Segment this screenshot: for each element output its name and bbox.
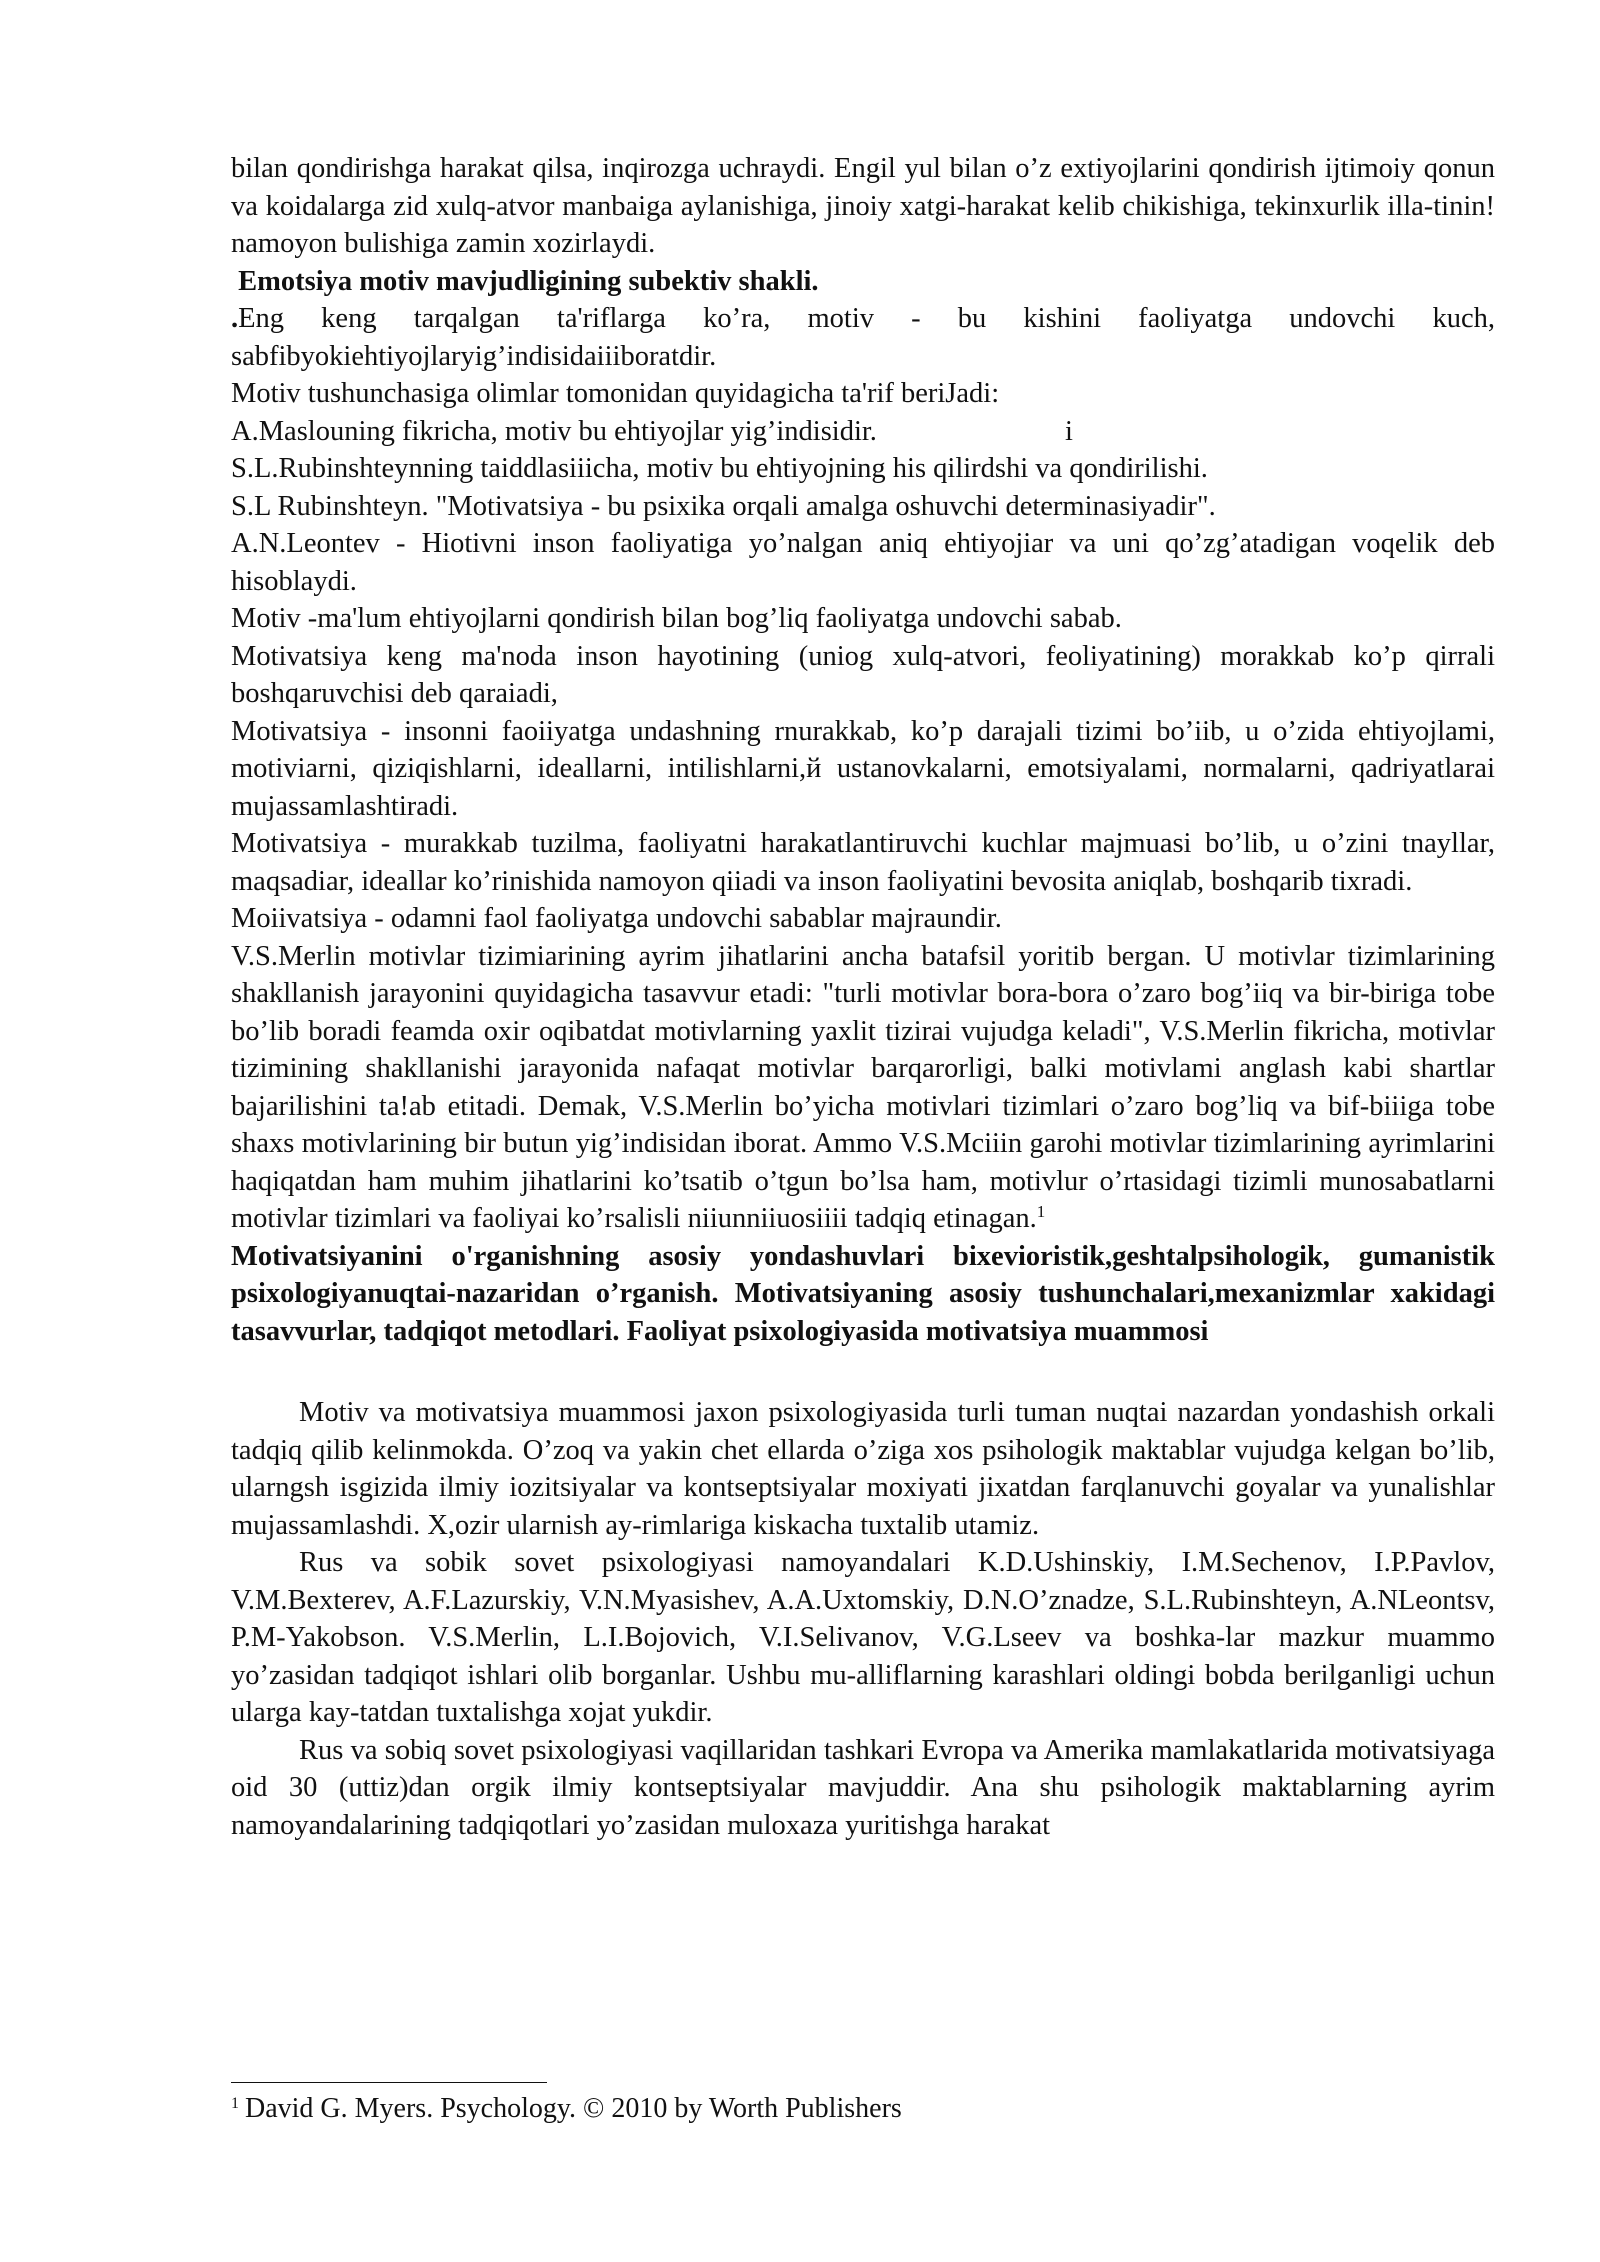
footnote-text: David G. Myers. Psychology. © 2010 by Worth Publishers — [245, 2093, 902, 2124]
paragraph: Motivatsiya - insonni faoiiyatga undashning rnurakkab, ko’p darajali tizimi bo’iib, u o’zida ehtiyojlami, motiviarni, qiziqishlarni, ideallarni, intilishlarni,й ustanovkalarni, emotsiyalami, normalarni, qadriyatlarai mujassamlashtiradi. — [231, 715, 1495, 822]
paragraph: Motivatsiya keng ma'noda inson hayotining (uniog xulq-atvori, feoliyatining) morakkab ko’p qirrali boshqaruvchisi deb qaraiadi, — [231, 640, 1495, 709]
section-heading: Emotsiya motiv mavjudligining subektiv shakli. — [231, 265, 819, 297]
paragraph: Motivatsiya - murakkab tuzilma, faoliyatni harakatlantiruvchi kuchlar majmuasi bo’lib, u o’zini tnayllar, maqsadiar, ideallar ko’rinishida namoyon qiiadi va inson faoliyatini bevosita aniqlab, boshqarib tixradi. — [231, 828, 1495, 897]
footnote-separator — [231, 2082, 547, 2083]
paragraph: bilan qondirishga harakat qilsa, inqirozga uchraydi. Engil yul bilan o’z extiyojlarini qondirish ijtimoiy qonun va koidalarga zid xulq-atvor manbaiga aylanishiga, jinoiy xatgi-harakat kelib chikishiga, tekinxurlik illa-tinin! namoyon bulishiga zamin xozirlaydi. — [231, 153, 1495, 259]
paragraph: Rus va sobiq sovet psixologiyasi vaqillaridan tashkari Evropa va Amerika mamlakatlarida motivatsiyaga oid 30 (uttiz)dan orgik ilmiy kontseptsiyalar mavjuddir. Ana shu psihologik maktablarning ayrim namoyandalarining tadqiqotlari yo’zasidan muloxaza yuritishga harakat — [231, 1734, 1495, 1841]
paragraph: Motiv -ma'lum ehtiyojlarni qondirish bilan bog’liq faoliyatga undovchi sabab. — [231, 603, 1122, 634]
paragraph: S.L.Rubinshteynning taiddlasiiicha, motiv bu ehtiyojning his qilirdshi va qondirilishi. — [231, 453, 1208, 484]
paragraph: Motiv va motivatsiya muammosi jaxon psixologiyasida turli tuman nuqtai nazardan yondashish orkali tadqiq qilib kelinmokda. O’zoq va yakin chet ellarda o’ziga xos psihologik maktablar vujudga kelgan bo’lib, ularngsh isgizida ilmiy iozitsiyalar va kontseptsiyalar moxiyati jixatdan farqlanuvchi goyalar va yunalishlar mujassamlashdi. X,ozir ularnish ay-rimlariga kiskacha tuxtalib utamiz. — [231, 1397, 1495, 1541]
paragraph-text: Eng keng tarqalgan ta'riflarga ko’ra, motiv - bu kishini faoliyatga undovchi kuch, sabfibyokiehtiyojlaryig’indisidaiiiboratdir. — [231, 303, 1495, 372]
paragraph-text: A.Maslouning fikricha, motiv bu ehtiyojlar yig’indisidir. — [231, 415, 877, 447]
footnote-reference[interactable]: 1 — [1036, 1202, 1046, 1221]
paragraph: Motiv tushunchasiga olimlar tomonidan quyidagicha ta'rif beriJadi: — [231, 378, 1000, 409]
paragraph-text: V.S.Merlin motivlar tizimiarining ayrim jihatlarini ancha batafsil yoritib bergan. U motivlar tizimlarining shakllanish jarayonini quyidagicha tasavvur etadi: "turli motivlar bora-bora o’zaro bog’iiq va bir-biriga tobe bo’lib boradi feamda oxir oqibatdat motivlarning yaxlit tizirai vujudga keladi", V.S.Merlin fikricha, motivlar tizimining shakllanishi jarayonida nafaqat motivlar barqarorligi, balki motivlami anglash kabi shartlar bajarilishini ta!ab etitadi. Demak, V.S.Merlin bo’yicha motivlari tizimlari o’zaro bog’liq va bif-biiiga tobe shaxs motivlarining bir butun yig’indisidan iborat. Ammo V.S.Mciiin garohi motivlar tizimlarining ayrimlarini haqiqatdan ham muhim jihatlarini ko’tsatib o’tgun bo’lsa ham, motivlur o’rtasidagi tizimli munosabatlarni motivlar tizimlari va faoliyai ko’rsalisli niiunniiuosiiii tadqiq etinagan. — [231, 940, 1495, 1234]
paragraph: Moiivatsiya - odamni faol faoliyatga undovchi sabablar majraundir. — [231, 903, 1002, 934]
paragraph — [231, 938, 1495, 1238]
footnote — [231, 2090, 1495, 2128]
bold-dot: . — [231, 303, 239, 334]
paragraph: A.N.Leontev - Hiotivni inson faoliyatiga yo’nalgan aniq ehtiyojiar va uni qo’zg’atadigan voqelik deb hisoblaydi. — [231, 528, 1495, 597]
footnote-mark: 1 — [231, 2095, 239, 2112]
paragraph: S.L Rubinshteyn. "Motivatsiya - bu psixika orqali amalga oshuvchi determinasiyadir". — [231, 490, 1216, 522]
paragraph: Rus va sobik sovet psixologiyasi namoyandalari K.D.Ushinskiy, I.M.Sechenov, I.P.Pavlov, V.M.Bexterev, A.F.Lazurskiy, V.N.Myasishev, A.A.Uxtomskiy, D.N.O’znadze, S.L.Rubinshteyn, A.NLeontsv, P.M-Yakobson. V.S.Merlin, L.I.Bojovich, V.I.Selivanov, V.G.Lseev va boshka-lar mazkur muammo yo’zasidan tadqiqot ishlari olib borganlar. Ushbu mu-alliflarning karashlari oldingi bobda berilganligi uchun ularga kay-tatdan tuxtalishga xojat yukdir. — [231, 1547, 1495, 1728]
spacer — [231, 1350, 1495, 1394]
paragraph — [231, 300, 1495, 375]
stray-letter: i — [1064, 415, 1073, 447]
paragraph — [231, 413, 1495, 451]
section-heading: Motivatsiyanini o'rganishning asosiy yondashuvlari bixevioristik,geshtalpsihologik, gumanistik psixologiyanuqtai-nazaridan o’rganish. Motivatsiyaning asosiy tushunchalari,mexanizmlar xakidagi tasavvurlar, tadqiqot metodlari. Faoliyat psixologiyasida motivatsiya muammosi — [231, 1240, 1495, 1347]
document-body — [231, 150, 1495, 1844]
